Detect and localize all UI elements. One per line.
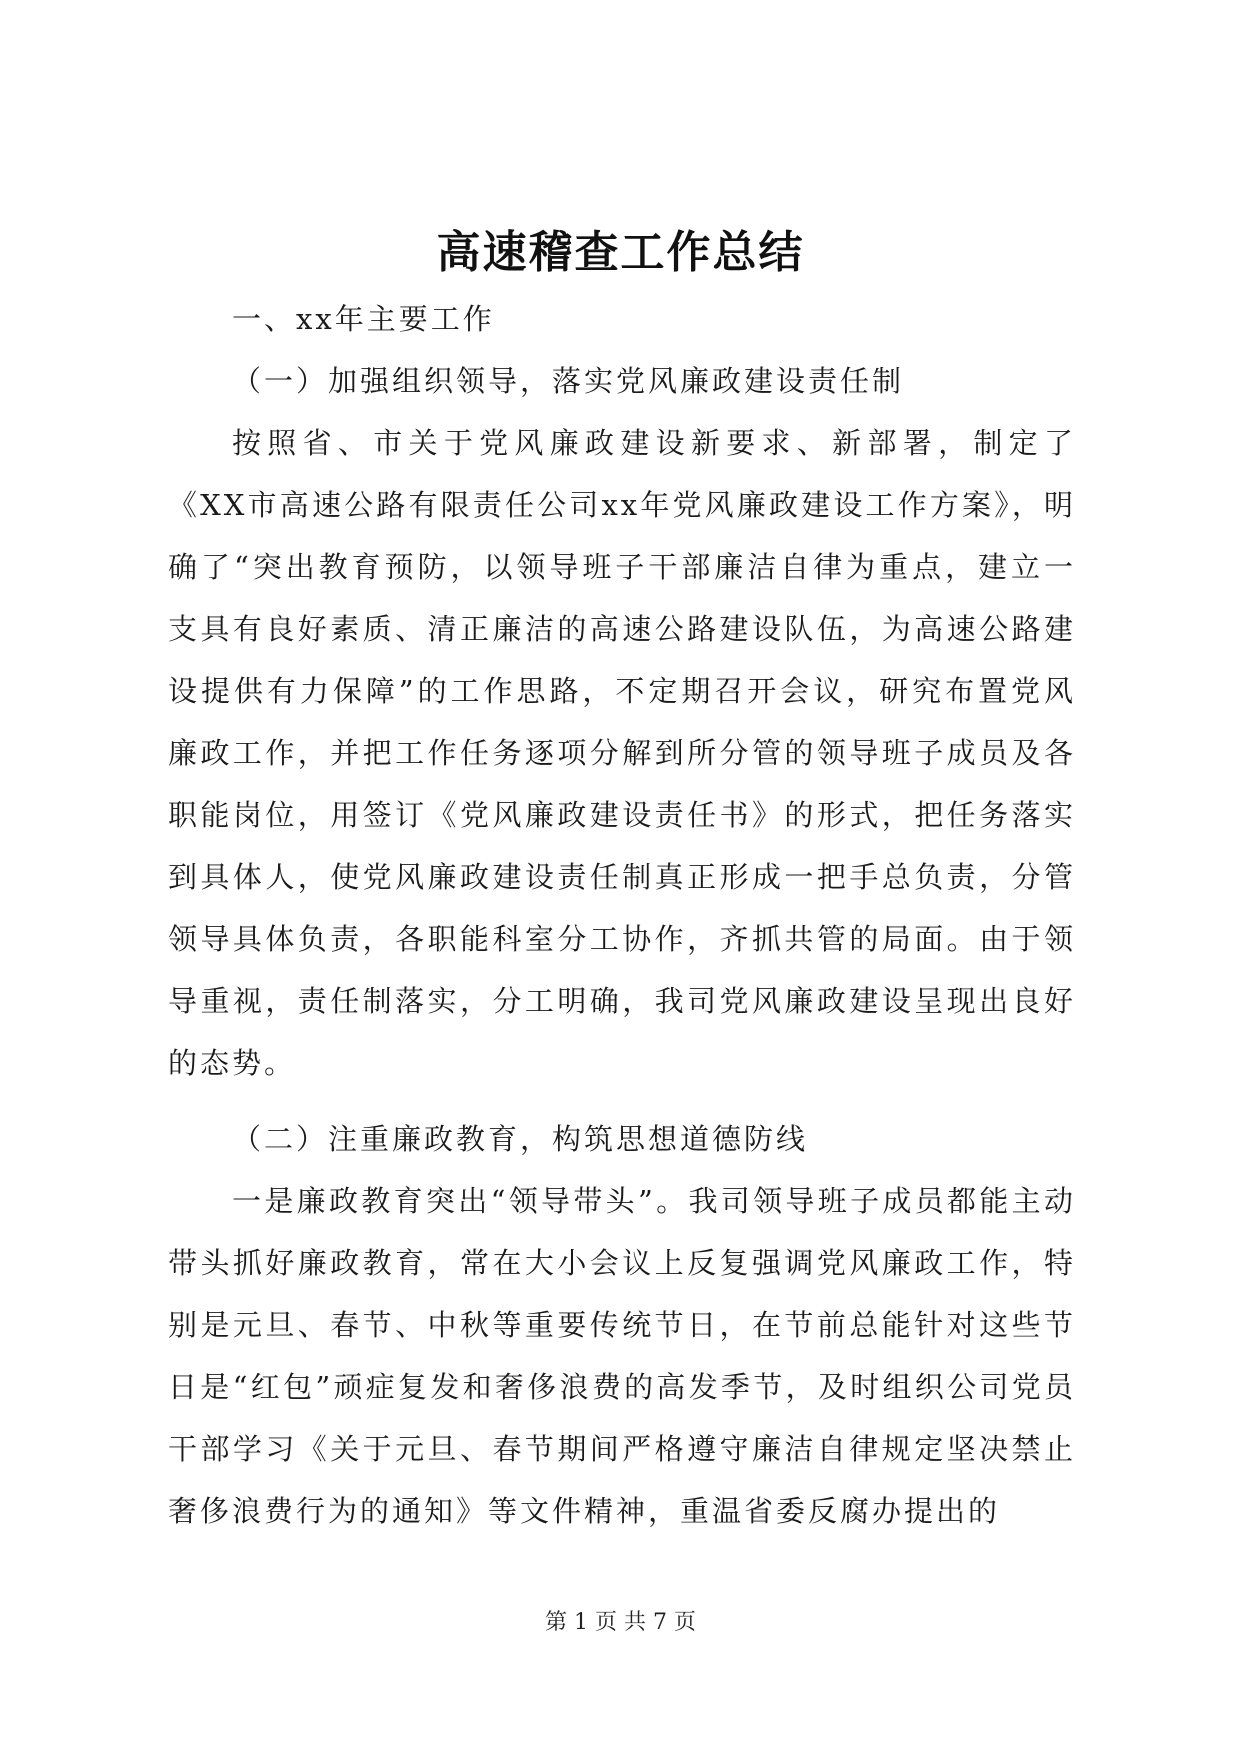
subsection-heading-1: （一）加强组织领导，落实党风廉政建设责任制: [232, 364, 905, 398]
paragraph-gap: [168, 1094, 1076, 1108]
document-title: 高速稽查工作总结: [436, 227, 805, 278]
section-heading-1: 一、xx年主要工作: [232, 302, 495, 336]
page-footer: 第 1 页 共 7 页: [545, 1610, 696, 1635]
body-paragraph-1: 按照省、市关于党风廉政建设新要求、新部署，制定了《XX市高速公路有限责任公司xx年党风廉政建设工作方案》，明确了“突出教育预防，以领导班子干部廉洁自律为重点，建立一支具有良好素质、清正廉洁的高速公路建设队伍，为高速公路建设提供有力保障”的工作思路，不定期召开会议，研究布置党风廉政工作，并把工作任务逐项分解到所分管的领导班子成员及各职能岗位，用签订《党风廉政建设责任书》的形式，把任务落实到具体人，使党风廉政建设责任制真正形成一把手总负责，分管领导具体负责，各职能科室分工协作，齐抓共管的局面。由于领导重视，责任制落实，分工明确，我司党风廉政建设呈现出良好的态势。: [168, 426, 1076, 1080]
document-body: [168, 288, 1076, 1542]
subsection-heading-2: （二）注重廉政教育，构筑思想道德防线: [232, 1122, 809, 1156]
body-paragraph-2: 一是廉政教育突出“领导带头”。我司领导班子成员都能主动带头抓好廉政教育，常在大小会议上反复强调党风廉政工作，特别是元旦、春节、中秋等重要传统节日，在节前总能针对这些节日是“红包”顽症复发和奢侈浪费的高发季节，及时组织公司党员干部学习《关于元旦、春节期间严格遵守廉洁自律规定坚决禁止奢侈浪费行为的通知》等文件精神，重温省委反腐办提出的: [168, 1184, 1076, 1528]
